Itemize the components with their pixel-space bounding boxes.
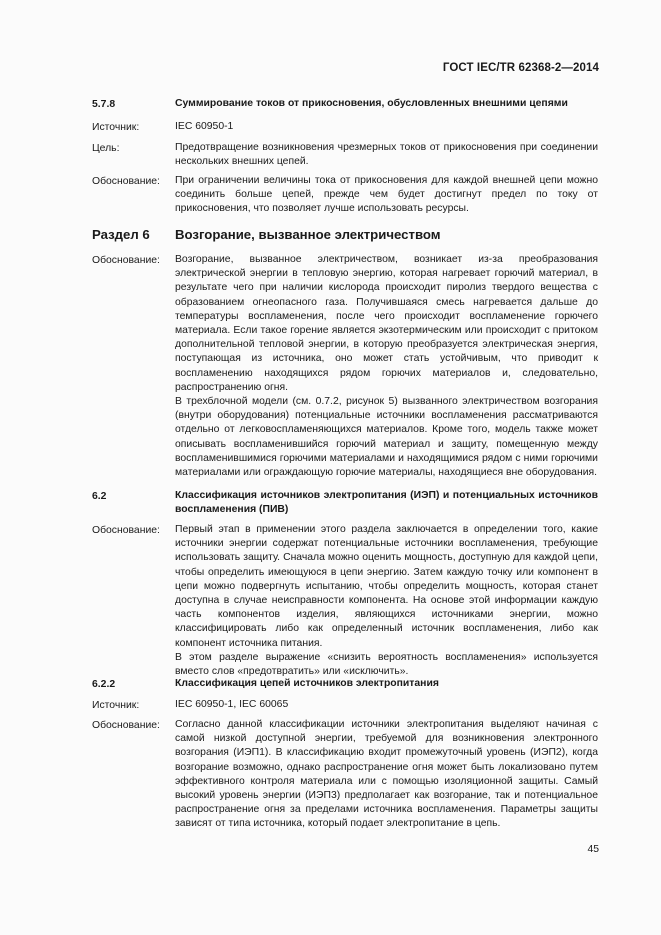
field-label: Источник: (92, 700, 140, 711)
field-value: IEC 60950-1, IEC 60065 (175, 699, 289, 710)
clause-number: 6.2 (92, 491, 107, 502)
field-value (175, 253, 598, 480)
field-label: Обоснование: (92, 525, 160, 536)
section-6-justification (92, 253, 598, 480)
clause-6-2-2-source (92, 698, 598, 712)
page-number: 45 (587, 844, 599, 855)
section-number: Раздел 6 (92, 227, 150, 242)
clause-title: Классификация цепей источников электропитания (175, 678, 439, 689)
document-header: ГОСТ IEC/TR 62368-2—2014 (442, 62, 599, 74)
paragraph: Первый этап в применении этого раздела заключается в определении того, какие источники энергии содержат потенциальные источники воспламенения, требующие использовать защиту. Сначала можно оценить мощность, доступную для каждой цепи, чтобы определить имеющуюся в цепи энергию. Затем каждую точку или компонент в цепи можно подвергнуть испытанию, чтобы определить мощность, которая станет доступна в случае неисправности компонента. На основе этой информации каждую часть компонентов изделия, являющихся источниками энергии, можно классифицировать либо как определенный источник воспламенения, либо как компонент источника питания. (175, 524, 598, 649)
field-value (175, 523, 598, 679)
clause-5-7-8-justification (92, 174, 598, 217)
section-6-heading (92, 227, 598, 243)
clause-title: Суммирование токов от прикосновения, обусловленных внешними цепями (175, 98, 568, 109)
field-label: Обоснование: (92, 255, 160, 266)
clause-5-7-8-source (92, 120, 598, 134)
paragraph: В трехблочной модели (см. 0.7.2, рисунок 5) вызванного электричеством возгорания (внутри оборудования) потенциальные источники воспламенения рассматриваются отдельно от легковоспламеняющихся материалов. Кроме того, модель также может описывать воспламенившийся горючий материал и защиту, помещенную между воспламенившимися горючими материалами и находящимися рядом с ними горючими материалами или ограждающую горючие материалы, находящиеся вне оборудования. (175, 396, 598, 479)
clause-number: 5.7.8 (92, 99, 116, 110)
field-value: При ограничении величины тока от прикосновения для каждой внешней цепи можно соединить больше цепей, прежде чем будет достигнут предел по току от прикосновения, что позволяет лучше использовать ресурсы. (175, 175, 598, 215)
clause-6-2-2-justification (92, 718, 598, 832)
paragraph: Возгорание, вызванное электричеством, возникает из-за преобразования электрической энергии в тепловую энергию, которая нагревает горючий материал, в результате чего при наличии кислорода происходит пиролиз твердого вещества с образованием огнеопасного газа. Получившаяся смесь нагревается дальше до температуры воспламенения, после чего происходит воспламенение горючего материала. Если такое горение является экзотермическим или происходит с притоком дополнительной тепловой энергии, в которую преобразуется электрическая энергия, поступающая из источника, оно может стать устойчивым, что приводит к воспламенению находящихся рядом горючих материалов и, следовательно, распространению огня. (175, 254, 598, 393)
paragraph: В этом разделе выражение «снизить вероятность воспламенения» используется вместо слов «предотвратить» или «исключить». (175, 651, 598, 678)
clause-title: Классификация источников электропитания (ИЭП) и потенциальных источников воспламенения (ПИВ) (175, 490, 598, 516)
clause-5-7-8-goal (92, 141, 598, 169)
field-value: IEC 60950-1 (175, 121, 234, 132)
clause-number: 6.2.2 (92, 679, 116, 690)
field-label: Источник: (92, 122, 140, 133)
field-value: Предотвращение возникновения чрезмерных токов от прикосновения при соединении нескольких внешних цепей. (175, 142, 598, 168)
clause-6-2-justification (92, 523, 598, 679)
clause-6-2-heading (92, 489, 598, 517)
field-value: Согласно данной классификации источники электропитания выделяют начиная с самой низкой доступной энергии, требуемой для возникновения электронного возгорания (ИЭП1). В классификацию входит промежуточный уровень (ИЭП2), когда возгорание возможно, однако распространение огня может быть локализовано путем эффективного контроля материала или с помощью изоляционной защиты. Самый высокий уровень энергии (ИЭП3) предполагает как возгорание, так и потенциальное распространение огня за пределами источника воспламенения. Параметры защиты зависят от типа источника, который подает электропитание в цепь. (175, 719, 598, 830)
field-label: Обоснование: (92, 176, 160, 187)
field-label: Обоснование: (92, 720, 160, 731)
clause-5-7-8-heading (92, 97, 598, 111)
clause-6-2-2-heading (92, 677, 598, 691)
field-label: Цель: (92, 143, 120, 154)
section-title: Возгорание, вызванное электричеством (175, 227, 441, 242)
